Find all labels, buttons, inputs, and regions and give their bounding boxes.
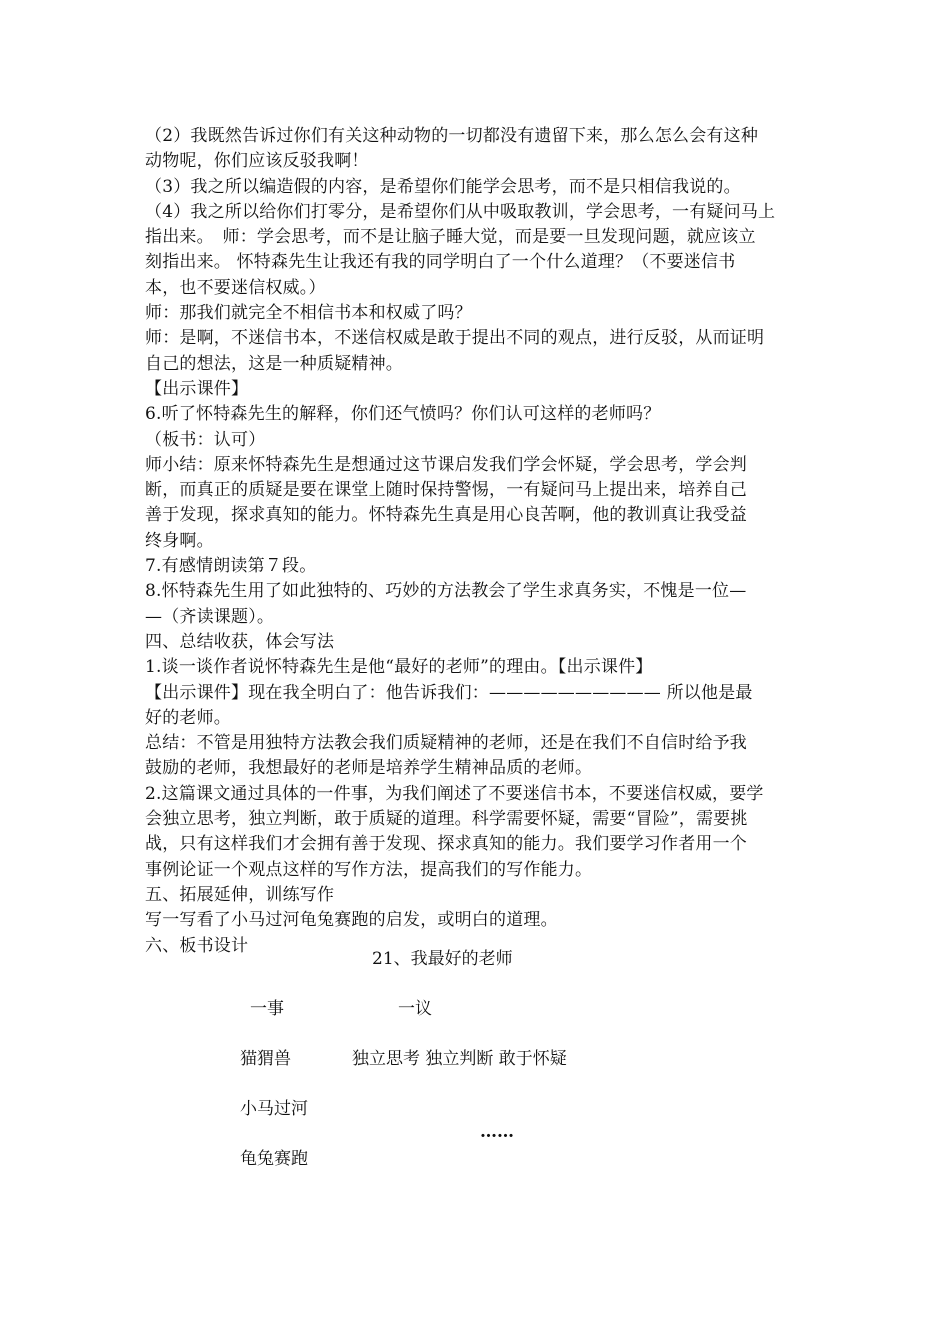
board-right-heading: 一议 xyxy=(398,999,432,1019)
section-marker: 【出示课件】 xyxy=(145,378,249,399)
paragraph-line: 2.这篇课文通过具体的一件事，为我们阐述了不要迷信书本，不要迷信权威，要学 xyxy=(145,783,764,804)
section-heading: 六、板书设计 xyxy=(145,935,249,956)
board-item: 龟兔赛跑 xyxy=(240,1149,308,1169)
paragraph-line: 8.怀特森先生用了如此独特的、巧妙的方法教会了学生求真务实，不愧是一位— xyxy=(145,581,747,602)
paragraph-line: 善于发现，探求真知的能力。怀特森先生真是用心良苦啊，他的教训真让我受益 xyxy=(145,505,747,526)
paragraph-line: 断，而真正的质疑是要在课堂上随时保持警惕，一有疑问马上提出来，培养自己 xyxy=(145,480,747,501)
paragraph-line: 1.谈一谈作者说怀特森先生是他“最好的老师”的理由。【出示课件】 xyxy=(145,657,653,678)
paragraph-line: 动物呢，你们应该反驳我啊！ xyxy=(145,151,369,172)
paragraph-line: —（齐读课题）。 xyxy=(145,606,275,627)
paragraph-line: 鼓励的老师，我想最好的老师是培养学生精神品质的老师。 xyxy=(145,758,593,779)
paragraph-line: 6.听了怀特森先生的解释，你们还气愤吗？你们认可这样的老师吗？ xyxy=(145,404,661,425)
paragraph-line: 写一写看了小马过河龟兔赛跑的启发，或明白的道理。 xyxy=(145,910,558,931)
paragraph-line: 刻指出来。 怀特森先生让我还有我的同学明白了一个什么道理？（不要迷信书 xyxy=(145,252,736,273)
board-item: 小马过河 xyxy=(240,1099,308,1119)
paragraph-line: 自己的想法，这是一种质疑精神。 xyxy=(145,353,403,374)
paragraph-line: 终身啊。 xyxy=(145,530,214,551)
paragraph-line: 本，也不要迷信权威。） xyxy=(145,277,326,298)
paragraph-line: 师：是啊，不迷信书本，不迷信权威是敢于提出不同的观点，进行反驳，从而证明 xyxy=(145,328,765,349)
document-body xyxy=(145,124,810,959)
board-left-heading: 一事 xyxy=(250,999,284,1019)
paragraph-line: （3）我之所以编造假的内容，是希望你们能学会思考，而不是只相信我说的。 xyxy=(145,176,741,197)
paragraph-line: 好的老师。 xyxy=(145,707,231,728)
section-heading: 四、总结收获，体会写法 xyxy=(145,631,335,652)
board-title: 21、我最好的老师 xyxy=(372,949,513,969)
board-item: 猫猬兽 xyxy=(240,1049,291,1069)
paragraph-line: 师小结：原来怀特森先生是想通过这节课启发我们学会怀疑，学会思考，学会判 xyxy=(145,454,747,475)
section-heading: 五、拓展延伸，训练写作 xyxy=(145,884,335,905)
paragraph-line: （4）我之所以给你们打零分，是希望你们从中吸取教训，学会思考，一有疑问马上 xyxy=(145,201,776,222)
paragraph-line: 【出示课件】现在我全明白了：他告诉我们：—————————— 所以他是最 xyxy=(145,682,753,703)
paragraph-line: 战，只有这样我们才会拥有善于发现、探求真知的能力。我们要学习作者用一个 xyxy=(145,834,747,855)
paragraph-line: 指出来。 师：学会思考，而不是让脑子睡大觉，而是要一旦发现问题，就应该立 xyxy=(145,227,756,248)
board-ellipsis: …… xyxy=(480,1122,514,1142)
paragraph-line: 总结：不管是用独特方法教会我们质疑精神的老师，还是在我们不自信时给予我 xyxy=(145,733,747,754)
paragraph-line: （板书：认可） xyxy=(145,429,266,450)
paragraph-line: 会独立思考，独立判断，敢于质疑的道理。科学需要怀疑，需要“冒险”，需要挑 xyxy=(145,809,748,830)
board-right-items: 独立思考 独立判断 敢于怀疑 xyxy=(352,1049,567,1069)
paragraph-line: 事例论证一个观点这样的写作方法，提高我们的写作能力。 xyxy=(145,859,593,880)
paragraph-line: 7.有感情朗读第７段。 xyxy=(145,556,317,577)
paragraph-line: （2）我既然告诉过你们有关这种动物的一切都没有遗留下来，那么怎么会有这种 xyxy=(145,126,759,146)
paragraph-line: 师：那我们就完全不相信书本和权威了吗？ xyxy=(145,303,472,324)
